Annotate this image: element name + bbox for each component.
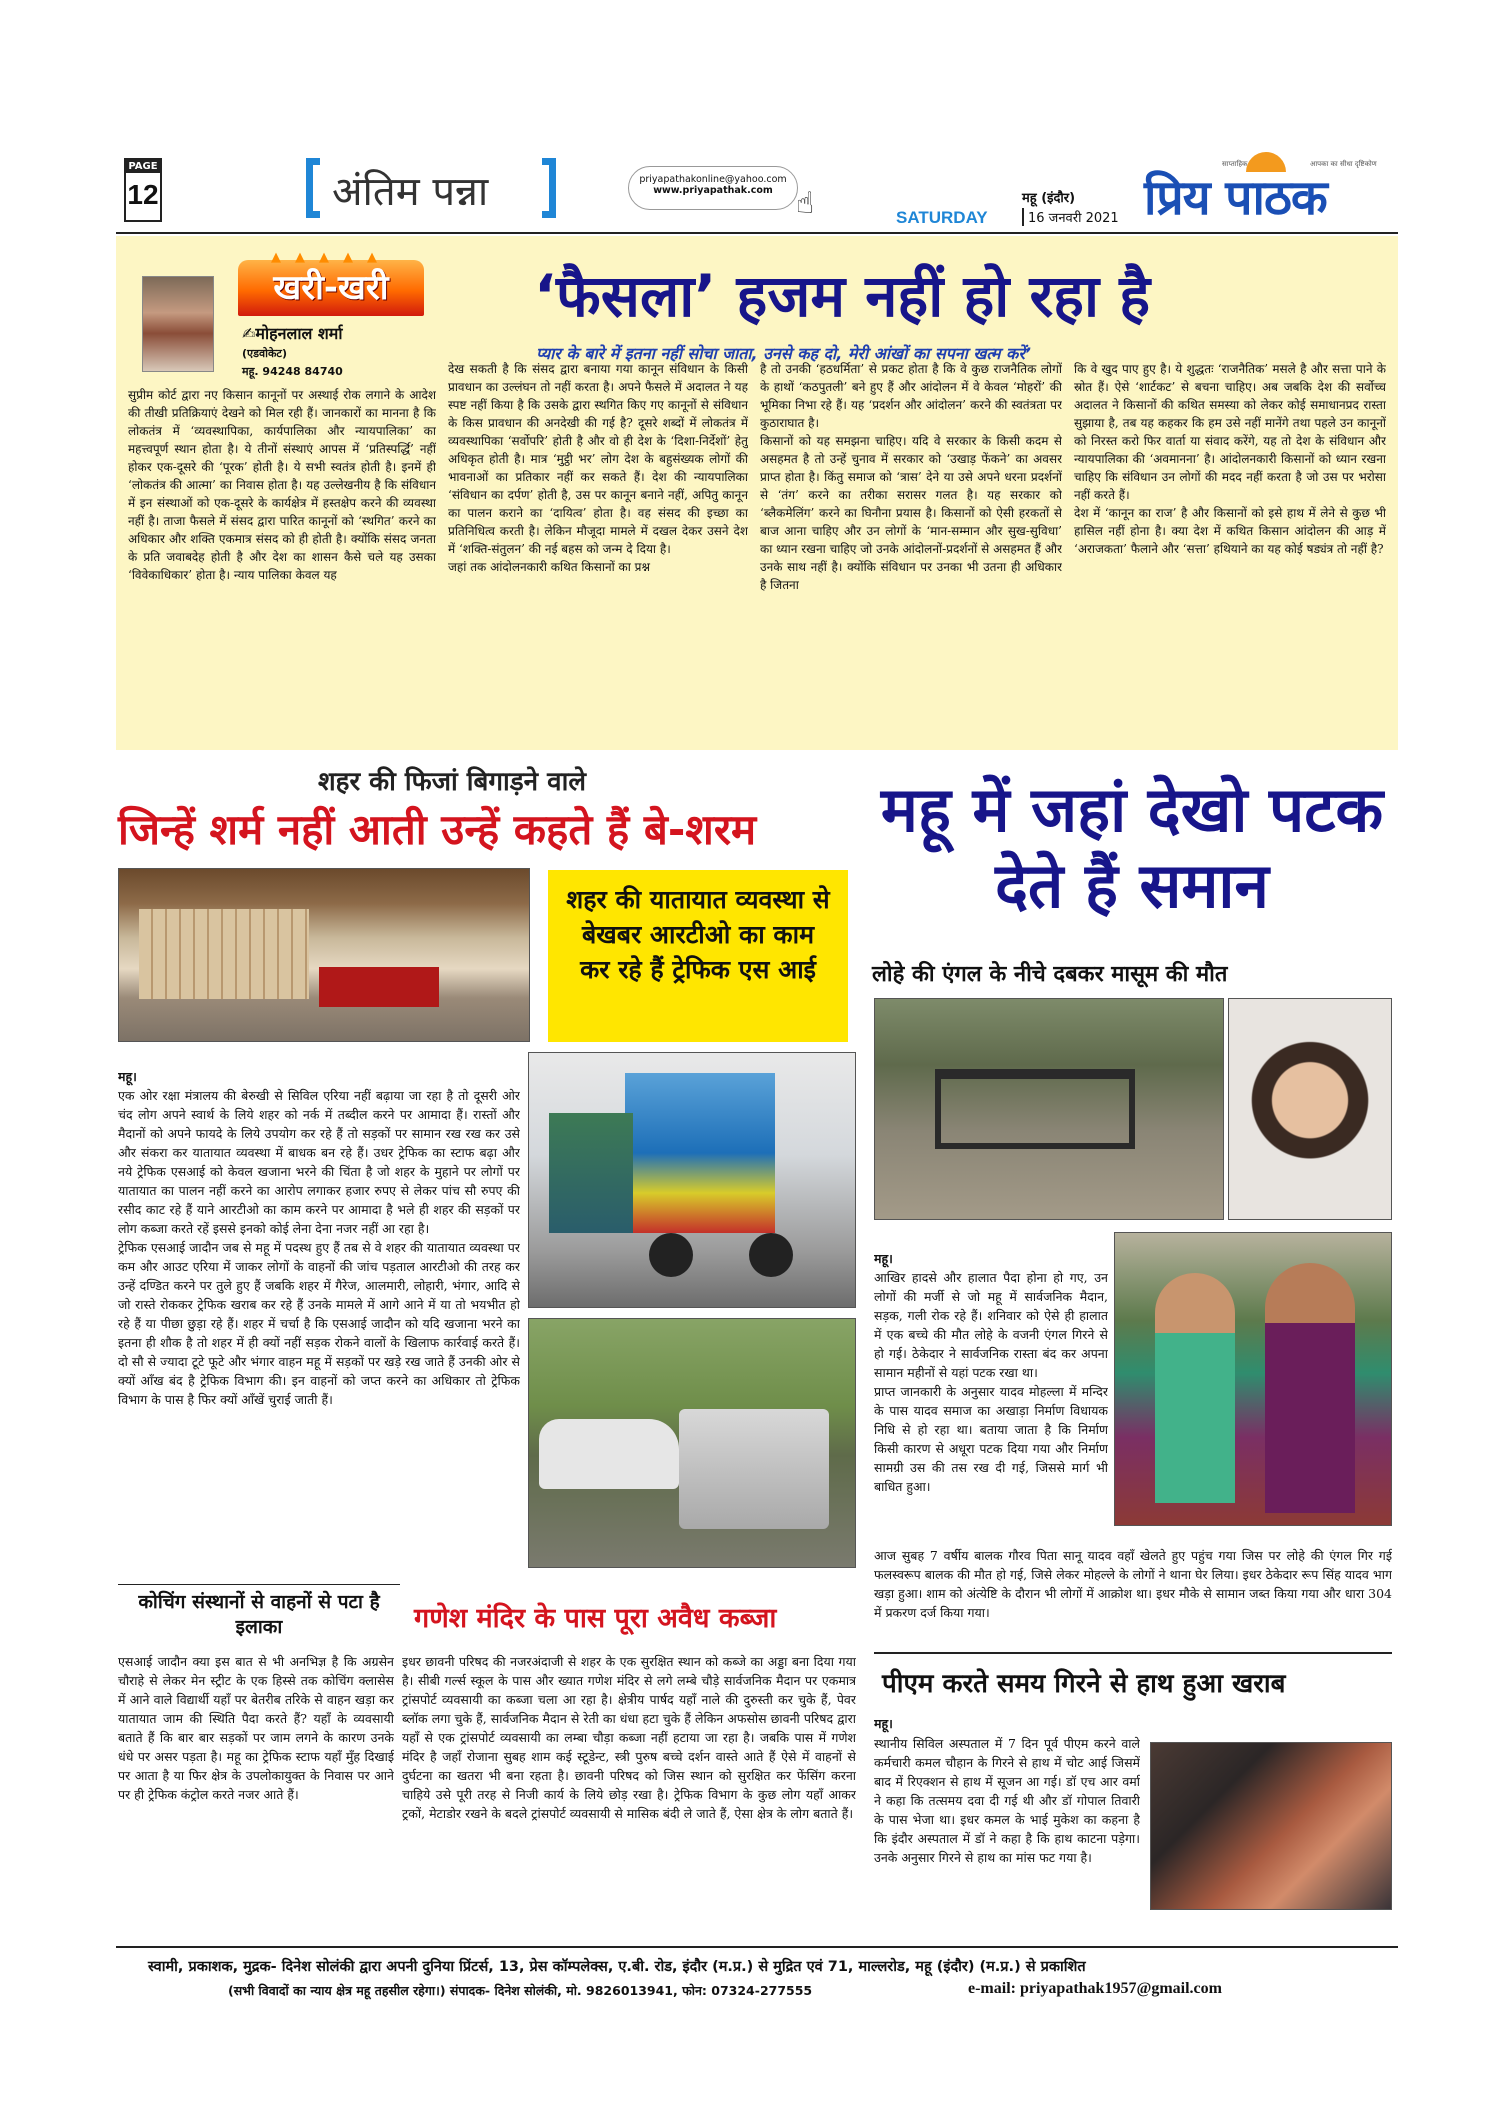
story4-body-wide: आज सुबह 7 वर्षीय बालक गौरव पिता सानू यादव वहाँ खेलते हुए पहुंच गया जिस पर लोहे की एंगल गिर गई फलस्वरूप बालक की मौत हो गई, जिसे लेकर मोहल्ले के लोगों ने थाना घेर लिया। इधर ठेकेदार रूप सिंह यादव भाग खड़ा हुआ। शाम को अंत्येष्टि के दौरान भी लोगों में आक्रोश था। इधर मौके से सामान जब्त किया गया और धारा 304 में प्रकरण दर्ज किया गया। <box>874 1548 1392 1620</box>
traffic-box <box>548 870 848 1042</box>
editorial-col-2: देख सकती है कि संसद द्वारा बनाया गया कानून संविधान के किसी प्रावधान का उल्लंघन तो नहीं करता है। अपने फैसले में अदालत ने यह स्पष्ट नहीं किया है कि उसके द्वारा स्थगित किए गए कानूनों से संविधान के किस प्रावधान की अनदेखी की गई है? दूसरे शब्दों में लोकतंत्र में व्यवस्थापिका ‘सर्वोपरि’ होती है और वो ही देश के ‘दिशा-निर्देशों’ हेतु अधिकृत होती है। मात्र ‘मुट्ठी भर’ लोग देश के बहुसंख्यक लोगों की भावनाओं का प्रतिकार नहीं कर सकते हैं। देश की न्यायपालिका ‘संविधान का दर्पण’ होती है, उस पर कानून बनाने नहीं, अपितु कानून का पालन कराने का ‘दायित्व’ होता है। वह संसद की इच्छा का प्रतिनिधित्व करती है। लेकिन मौजूदा मामले में दखल देकर उसने देश में ‘शक्ति-संतुलन’ की नई बहस को जन्म दे दिया है। जहां तक आंदोलनकारी कथित किसानों का प्रश्न <box>448 362 748 574</box>
editorial-col-3: है तो उनकी ‘हठधर्मिता’ से प्रकट होता है कि वे कुछ राजनैतिक लोगों के हाथों ‘कठपुतली’ बने हुए हैं और आंदोलन में वे केवल ‘मोहरों’ की भूमिका निभा रहे हैं। यह ‘प्रदर्शन और आंदोलन’ करने की स्वतंत्रता पर कुठाराघात है। किसानों को यह समझना चाहिए। यदि वे सरकार के किसी कदम से असहमत है तो उन्हें चुनाव में सरकार को ‘उखाड़ फेंकने’ का अवसर प्राप्त होता है। किंतु समाज को ‘त्रास’ देने या उसे अपने धरना प्रदर्शनों से ‘तंग’ करने का तरीका सरासर गलत है। यह सरकार को ‘ब्लैकमेलिंग’ करने का घिनौना प्रयास है। किसानों को ऐसी हरकतों से बाज आना चाहिए और उन लोगों के ‘मान-सम्मान और सुख-सुविधा’ का ध्यान रखना चाहिए जो उनके आंदोलनों-प्रदर्शनों से असहमत हैं और उनके साथ नहीं है। क्योंकि संविधान पर उनका भी उतना ही अधिकार है जितना <box>760 362 1062 592</box>
shop-shelves <box>139 909 309 999</box>
injured-hand-photo <box>1150 1742 1392 1910</box>
day-label: SATURDAY <box>896 208 988 227</box>
editorial-section <box>116 236 1398 750</box>
construction-site-photo <box>874 998 1224 1220</box>
market-photo <box>118 868 530 1042</box>
woman-figure <box>1265 1263 1355 1513</box>
masthead <box>0 0 1500 235</box>
story4-text-narrow: आखिर हादसे और हालात पैदा होना हो गए, उन लोगों की मर्जी से जो महू में सार्वजनिक मैदान, सड़क, गली रोक रहे हैं। शनिवार को ऐसे ही हालात में एक बच्चे की मौत लोहे के वजनी एंगल गिरने से हो गई। ठेकेदार ने सार्वजनिक रास्ता बंद कर अपना सामान महीनों से यहां पटक रखा था। प्राप्त जानकारी के अनुसार यादव मोहल्ला में मन्दिर के पास यादव समाज का अखाड़ा निर्माण विधायक निधि से हो रहा था। बताया जाता है कि निर्माण किसी कारण से अधूरा पटक दिया गया और निर्माण सामग्री उस की तस रख दी गई, जिससे मार्ग भी बाधित हुआ। <box>874 1270 1108 1494</box>
tagline-right: आपका का सीधा दृष्टिकोण <box>1310 160 1377 168</box>
story1-kicker: शहर की फिजां बिगाड़ने वाले <box>318 767 586 797</box>
story4-headline: महू में जहां देखो पटक देते हैं समान <box>880 773 1384 922</box>
email-link[interactable]: priyapathakonline@yahoo.com <box>639 174 787 185</box>
story1-headline: जिन्हें शर्म नहीं आती उन्हें कहते हैं बे-शरम <box>118 805 757 854</box>
truck-wheel <box>649 1233 693 1277</box>
story1-body <box>118 1048 520 1578</box>
column-badge <box>238 250 424 316</box>
story5-body-top <box>874 1714 1392 1736</box>
story5-dateline: महू। <box>874 1716 893 1731</box>
paper-name: प्रिय पाठक <box>1144 170 1327 226</box>
hand-pointer-icon: ☝ <box>796 186 815 221</box>
iron-frame <box>935 1069 1135 1149</box>
author-role: (एडवोकेट) <box>242 347 287 360</box>
tagline-left: साप्ताहिक <box>1222 160 1248 168</box>
editorial-col-1: सुप्रीम कोर्ट द्वारा नए किसान कानूनों पर अस्थाई रोक लगाने के आदेश की तीखी प्रतिक्रियाएं देखने को मिल रही हैं। जानकारों का मानना है कि लोकतंत्र में ‘व्यवस्थापिका, कार्यपालिका और न्यायपालिका’ का महत्त्वपूर्ण स्थान होता है। ये तीनों संस्थाएं आपस में ‘प्रतिस्पर्द्धि’ नहीं होकर एक-दूसरे की ‘पूरक’ होती है। ये सभी स्वतंत्र होती है। इनमें ही ‘लोकतंत्र की आत्मा’ का निवास होता है। यह उल्लेखनीय है कि संविधान में इन संस्थाओं को एक-दूसरे के कार्यक्षेत्र में हस्तक्षेप करने की व्यवस्था नहीं है। ताजा फैसले में संसद द्वारा पारित कानूनों को ‘स्थगित’ करने का अधिकार और शक्ति एकमात्र संसद को ही होती है। क्योंकि संसद जनता के प्रति जवाबदेह होती है और देश का शासन कैसे चले यह उसका ‘विवेकाधिकार’ होता है। न्याय पालिका केवल यह <box>128 388 436 582</box>
city-label: महू (इंदौर) <box>1022 191 1076 206</box>
page-number-box <box>124 158 162 222</box>
story3-headline: गणेश मंदिर के पास पूरा अवैध कब्जा <box>414 1603 777 1634</box>
story1-dateline: महू। <box>118 1069 137 1084</box>
story5-body: स्थानीय सिविल अस्पताल में 7 दिन पूर्व पीएम करने वाले कर्मचारी कमल चौहान के गिरने से हाथ में चोट आई जिसमें बाद में रिएक्शन से हाथ में सूजन आ गई। डॉ एच आर वर्मा ने कहा कि तत्समय दवा दी गई थी और डॉ गोपाल तिवारी के पास भेजा था। इधर कमल के भाई मुकेश का कहना है कि इंदौर अस्पताल में डॉ ने कहा है कि हाथ काटना पड़ेगा। उनके अनुसार गिरने से हाथ का मांस फट गया है। <box>874 1736 1140 1865</box>
imprint-line-1: स्वामी, प्रकाशक, मुद्रक- दिनेश सोलंकी द्वारा अपनी दुनिया प्रिंटर्स, 13, प्रेस कॉम्पलेक्स, ए.बी. रोड, इंदौर (म.प्र.) से मुद्रित एवं 71, माल्लरोड, महू (इंदौर) (म.प्र.) से प्रकाशित <box>148 1959 1086 1975</box>
woman-figure <box>1155 1273 1235 1503</box>
child-portrait-photo <box>1228 998 1392 1220</box>
editorial-col-4: कि वे खुद पाए हुए है। ये शुद्धतः ‘राजनैतिक’ मसले है और सत्ता पाने के स्रोत हैं। ऐसे ‘शार्टकट’ से बचना चाहिए। अब जबकि देश की सर्वोच्च अदालत ने किसानों की कथित समस्या को लेकर कोई समाधानप्रद रास्ता सुझाया है, तब यह कहकर कि हम उसे नहीं मानेंगे तथा पहले उन कानूनों को निरस्त करो फिर वार्ता या संवाद करेंगे, यह तो देश के संविधान और न्यायपालिका की ‘अवमानना’ है। आंदोलनकारी किसानों को ध्यान रखना चाहिए कि संविधान उन लोगों की मदद नहीं करता है जो उस पर भरोसा नहीं करते हैं। देश में ‘कानून का राज’ है और किसानों को इसे हाथ में लेने से कुछ भी हासिल नहीं होना है। क्या देश में कथित किसान आंदोलन की आड़ में ‘अराजकता’ फैलाने और ‘सत्ता’ हथियाने का यह कोई षड्यंत्र तो नहीं है? <box>1074 362 1386 556</box>
grieving-women-photo <box>1114 1232 1392 1526</box>
truck-cab-second <box>549 1113 633 1233</box>
wrecked-car-photo <box>528 1318 856 1568</box>
wrecked-car <box>679 1409 829 1529</box>
traffic-box-text: शहर की यातायात व्यवस्था से बेखबर आरटीओ का काम कर रहे हैं ट्रेफिक एस आई <box>566 885 830 984</box>
editorial-subline: प्यार के बारे में इतना नहीं सोचा जाता, उनसे कह दो, मेरी आंखों का सपना खत्म करें’ <box>536 344 1031 363</box>
page-number: 12 <box>127 179 159 210</box>
story5-headline: पीएम करते समय गिरने से हाथ हुआ खराब <box>882 1669 1286 1699</box>
white-car <box>539 1419 679 1489</box>
date-label: 16 जनवरी 2021 <box>1022 208 1119 226</box>
author-phone: महू. 94248 84740 <box>242 365 343 378</box>
story4-dateline: महू। <box>874 1251 893 1266</box>
column-name: खरी-खरी <box>273 268 389 308</box>
story2-top-rule <box>118 1584 400 1585</box>
story5-top-rule <box>874 1652 1392 1654</box>
story2-body: एसआई जादौन क्या इस बात से भी अनभिज्ञ है कि अग्रसेन चौराहे से लेकर मेन स्ट्रीट के एक हिस्से तक कोचिंग क्लासेस में आने वाले विद्यार्थी यहाँ पर बेतरीब तरिके से वाहन खड़ा कर यातायात जाम की स्थिति पैदा करते हैं? यहाँ के व्यवसायी बताते हैं कि बार बार सड़कों पर जाम लगने के कारण उनके धंधे पर असर पड़ता है। महू का ट्रेफिक स्टाफ यहाँ मुँह दिखाई पर आता है या फिर क्षेत्र के उपलोकायुक्त के निवास पर आने पर ही ट्रेफिक कंट्रोल करते नजर आते हैं। <box>118 1654 394 1802</box>
story3-body: इधर छावनी परिषद की नजरअंदाजी से शहर के एक सुरक्षित स्थान को कब्जे का अड्डा बना दिया गया है। सीबी गर्ल्स स्कूल के पास और ख्यात गणेश मंदिर से लगे लम्बे चौड़े सार्वजनिक मैदान पर एकमात्र ट्रांसपोर्ट व्यवसायी का कब्जा चला आ रहा है। क्षेत्रीय पार्षद यहाँ नाले की दुरुस्ती कर चुके हैं, पेवर ब्लॉक लगा चुके हैं, सार्वजनिक मैदान से रेती का धंधा हटा चुके हैं लेकिन अफसोस छावनी परिषद द्वारा यहाँ से एक ट्रांसपोर्ट व्यवसायी का लम्बा चौड़ा कब्जा नहीं हटाया जा रहा है। जबकि पास में गणेश मंदिर है जहाँ रोजाना सुबह शाम कई स्टूडेन्ट, स्त्री पुरुष बच्चे दर्शन वास्ते आते हैं ऐसे में वाहनों से दुर्घटना का खतरा भी बना रहता है। छावनी परिषद को जिस स्थान को सुरक्षित कर फेंसिंग करना चाहिये उसे पूरी तरह से निजी कार्य के लिये छोड़ रखा है। ट्रेफिक विभाग के कुछ लोग यहाँ आकर ट्रकों, मेटाडोर रखने के बदले ट्रांसपोर्ट व्यवसायी से मासिक बंदी ले जाते हैं, ऐसा क्षेत्र के लोग बताते हैं। <box>402 1654 856 1821</box>
story4-body-narrow <box>874 1230 1108 1542</box>
footer-rule <box>116 1946 1398 1948</box>
story1-text: एक ओर रक्षा मंत्रालय की बेरुखी से सिविल एरिया नहीं बढ़ाया जा रहा है तो दूसरी ओर चंद लोग अपने स्वार्थ के लिये शहर को नर्क में तब्दील करने पर आमादा हैं। रास्तों और मैदानों को अपने फायदे के लिये उपयोग कर रहे हैं तो सड़कों पर सामान रख रख कर उसे और संकरा कर यातायात व्यवस्था में बाधक बन रहे हैं। उधर ट्रेफिक का स्टाफ बढ़ा और नये ट्रेफिक एसआई को केवल खजाना भरने की चिंता है जो शहर के मुहाने पर लोगों पर यातायात का पालन नहीं करने का आरोप लगाकर हजार रुपए से लेकर पांच सौ रुपए की रसीद काट रहे हैं याने आरटीओ का काम करने पर आमादा है भले ही शहर की सड़कों पर लोग कब्जा करते रहें इससे इनको कोई लेना देना नजर नहीं आ रहा है। ट्रेफिक एसआई जादौन जब से महू में पदस्थ हुए हैं तब से वे शहर की यातायात व्यवस्था पर कम और आउट एरिया में जाकर लोगों के वाहनों की जांच पड़ताल आरटीओ की तरह कर उन्हें दण्डित करने पर तुले हुए हैं जबकि शहर में गैरेज, आलमारी, लोहारी, भंगार, आदि से जो रास्ते रोककर ट्रेफिक खराब कर रहे हैं उनके मामले में आगे आने में या तो भयभीत हो रहे हैं या पीछा छुड़ा रहे हैं। शहर में चर्चा है कि एसआई जादौन को यदि खजाना भरने का इतना ही शौक है तो शहर में ही क्यों नहीं सड़क रोकने वालों के खिलाफ कार्रवाई करते हैं। दो सौ से ज्यादा टूटे फूटे और भंगार वाहन महू में सड़कों पर खड़े रख जाते हैं उनकी ओर से क्यों आँख बंद है ट्रेफिक विभाग की। इन वाहनों को जप्त करने का अधिकार तो ट्रेफिक विभाग के पास है फिर क्यों आँखें चुराई जाती हैं। <box>118 1088 520 1407</box>
website-link[interactable]: www.priyapathak.com <box>653 185 773 196</box>
author-photo <box>142 276 214 372</box>
section-title <box>306 158 556 218</box>
truck-photo <box>528 1052 856 1308</box>
footer-email[interactable]: e-mail: priyapathak1957@gmail.com <box>968 1980 1222 1997</box>
imprint-line-2: (सभी विवादों का न्याय क्षेत्र महू तहसील रहेगा।) संपादक- दिनेश सोलंकी, मो. 9826013941, फोन: 07324-277555 <box>228 1983 813 1998</box>
truck-wheel <box>749 1233 793 1277</box>
paper-logo <box>1142 152 1392 230</box>
section-label: अंतिम पन्ना <box>332 169 489 215</box>
shop-sign <box>319 967 439 1007</box>
page-word: PAGE <box>126 160 160 173</box>
bracket-left-icon <box>306 158 320 218</box>
contact-pill <box>628 166 798 210</box>
author-name: ✍मोहनलाल शर्मा <box>242 324 343 343</box>
truck-body <box>625 1073 775 1233</box>
fire-icon: ▲▲▲▲▲ <box>271 250 391 265</box>
masthead-rule <box>116 232 1398 234</box>
bracket-right-icon <box>542 158 556 218</box>
editorial-headline: ‘फैसला’ हजम नहीं हो रहा है <box>534 262 1150 330</box>
story4-subhead: लोहे की एंगल के नीचे दबकर मासूम की मौत <box>872 962 1228 987</box>
story2-headline: कोचिंग संस्थानों से वाहनों से पटा है इलाका <box>138 1591 380 1638</box>
